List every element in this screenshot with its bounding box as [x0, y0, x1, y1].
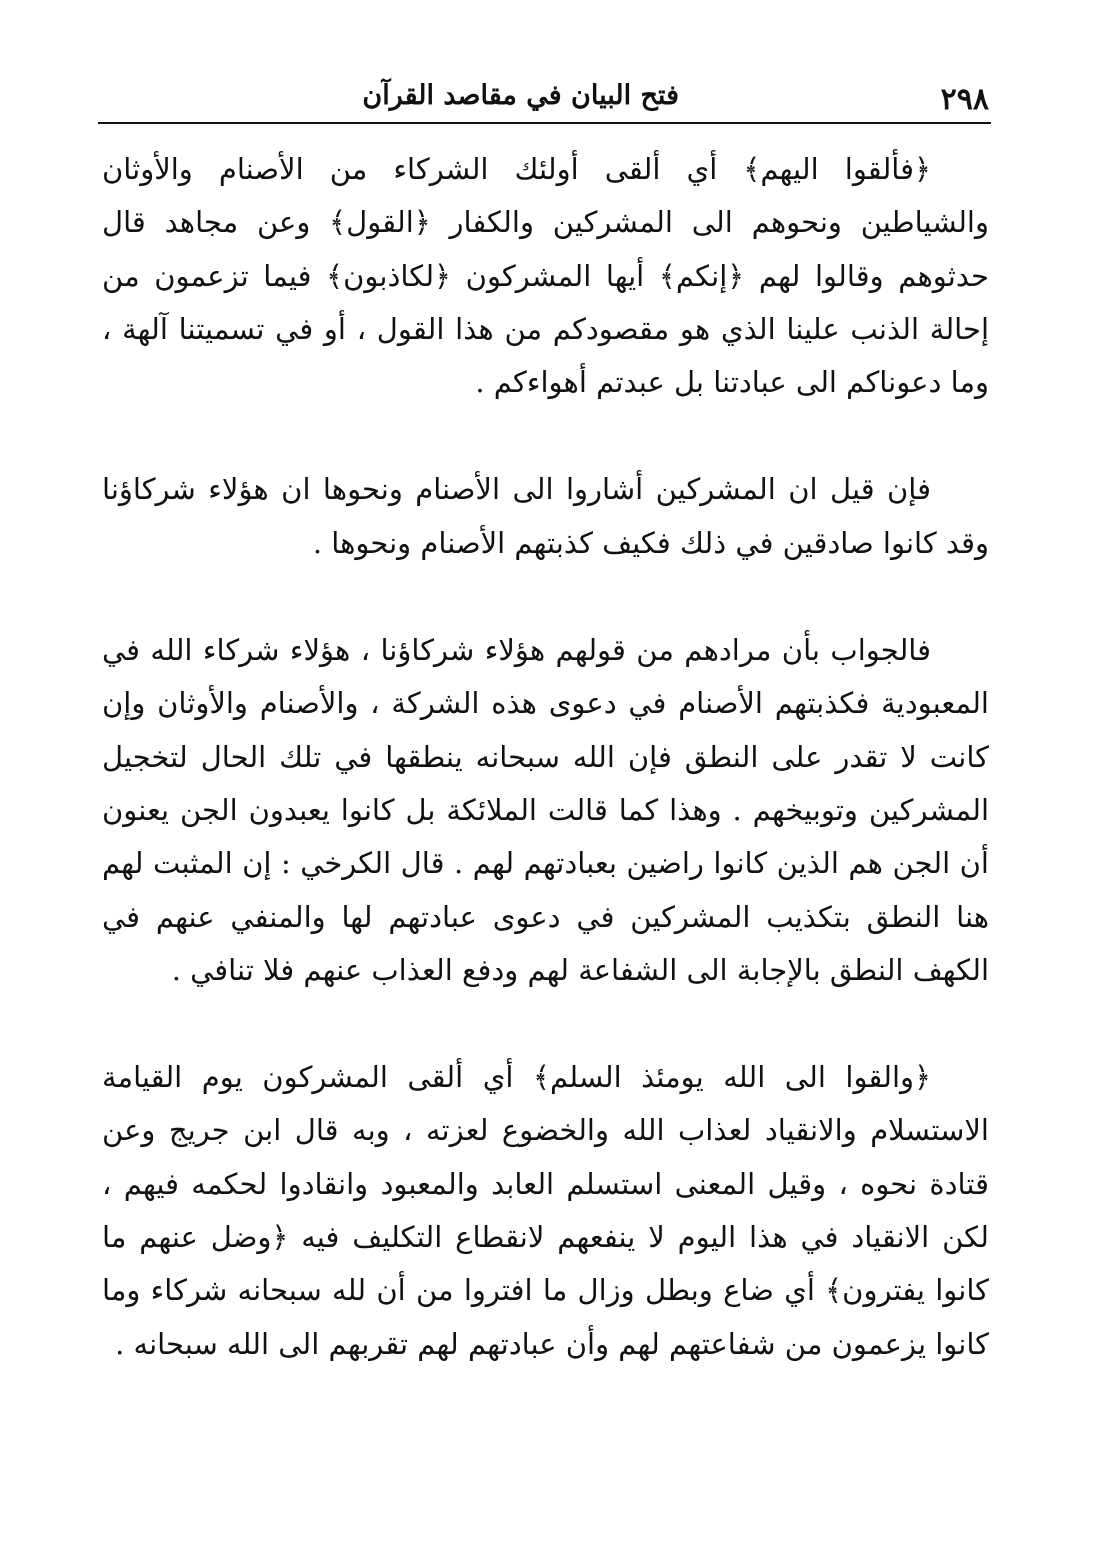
running-title: فتح البيان في مقاصد القرآن: [362, 80, 679, 111]
header-rule: [98, 122, 991, 124]
body-text: [102, 143, 989, 1371]
paragraph-4: ﴿والقوا الى الله يومئذ السلم﴾ أي ألقى المشركون يوم القيامة الاستسلام والانقياد لعذاب الله والخضوع لعزته ، وبه قال ابن جريج وعن قتادة نحوه ، وقيل المعنى استسلم العابد والمعبود وانقادوا لحكمه فيهم ، لكن الانقياد في هذا اليوم لا ينفعهم لانقطاع التكليف فيه ﴿وضل عنهم ما كانوا يفترون﴾ أي ضاع وبطل وزال ما افتروا من أن لله سبحانه شركاء وما كانوا يزعمون من شفاعتهم لهم وأن عبادتهم لهم تقربهم الى الله سبحانه .: [102, 1060, 989, 1361]
paragraph-2: فإن قيل ان المشركين أشاروا الى الأصنام ونحوها ان هؤلاء شركاؤنا وقد كانوا صادقين في ذلك فكيف كذبتهم الأصنام ونحوها .: [102, 472, 989, 560]
page-header: [98, 60, 991, 126]
page-number: ٢٩٨: [940, 82, 989, 117]
paragraph-1: ﴿فألقوا اليهم﴾ أي ألقى أولئك الشركاء من الأصنام والأوثان والشياطين ونحوهم الى المشركين والكفار ﴿القول﴾ وعن مجاهد قال حدثوهم وقالوا لهم ﴿إنكم﴾ أيها المشركون ﴿لكاذبون﴾ فيما تزعمون من إحالة الذنب علينا الذي هو مقصودكم من هذا القول ، أو في تسميتنا آلهة ، وما دعوناكم الى عبادتنا بل عبدتم أهواءكم .: [102, 152, 989, 400]
paragraph-3: فالجواب بأن مرادهم من قولهم هؤلاء شركاؤنا ، هؤلاء شركاء الله في المعبودية فكذبتهم الأصنام في دعوى هذه الشركة ، والأصنام والأوثان وإن كانت لا تقدر على النطق فإن الله سبحانه ينطقها في تلك الحال لتخجيل المشركين وتوبيخهم . وهذا كما قالت الملائكة بل كانوا يعبدون الجن يعنون أن الجن هم الذين كانوا راضين بعبادتهم لهم . قال الكرخي : إن المثبت لهم هنا النطق بتكذيب المشركين في دعوى عبادتهم لها والمنفي عنهم في الكهف النطق بالإجابة الى الشفاعة لهم ودفع العذاب عنهم فلا تنافي .: [102, 633, 989, 987]
